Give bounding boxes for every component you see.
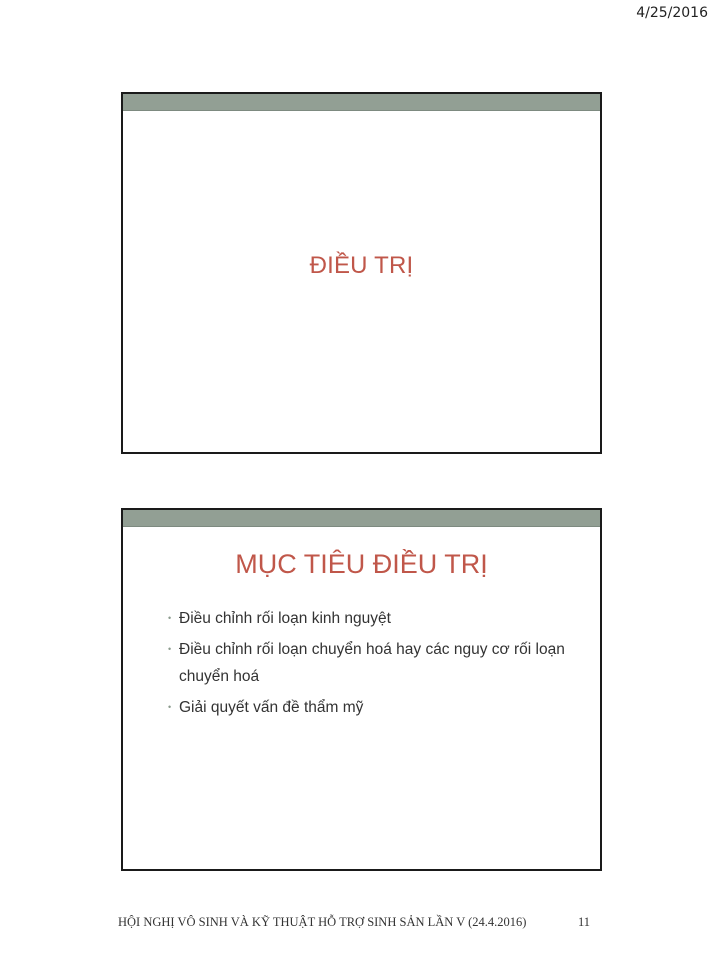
bullet-item bbox=[168, 636, 582, 690]
slide-title: ĐIỀU TRỊ bbox=[309, 252, 414, 279]
slide-title: MỤC TIÊU ĐIỀU TRỊ bbox=[235, 549, 488, 579]
page-number: 11 bbox=[578, 915, 591, 929]
bullet-dot-icon: • bbox=[168, 702, 172, 712]
bullet-item bbox=[168, 605, 582, 632]
slide-thumbnail-1 bbox=[121, 92, 602, 454]
bullet-list bbox=[168, 605, 582, 725]
bullet-dot-icon: • bbox=[168, 644, 172, 654]
bullet-text: Giải quyết vấn đề thẩm mỹ bbox=[179, 699, 364, 716]
slide-thumbnail-2 bbox=[121, 508, 602, 871]
bullet-text: Điều chỉnh rối loạn kinh nguyệt bbox=[179, 610, 391, 627]
slide-header-band bbox=[123, 510, 600, 527]
bullet-text: Điều chỉnh rối loạn chuyển hoá hay các nguy cơ rối loạn chuyển hoá bbox=[179, 641, 565, 685]
print-date: 4/25/2016 bbox=[636, 5, 708, 21]
bullet-dot-icon: • bbox=[168, 613, 172, 623]
slide-header-band bbox=[123, 94, 600, 111]
footer-conference-text: HỘI NGHỊ VÔ SINH VÀ KỸ THUẬT HỖ TRỢ SINH SẢN LẦN V (24.4.2016) bbox=[118, 915, 527, 929]
bullet-item bbox=[168, 694, 582, 721]
